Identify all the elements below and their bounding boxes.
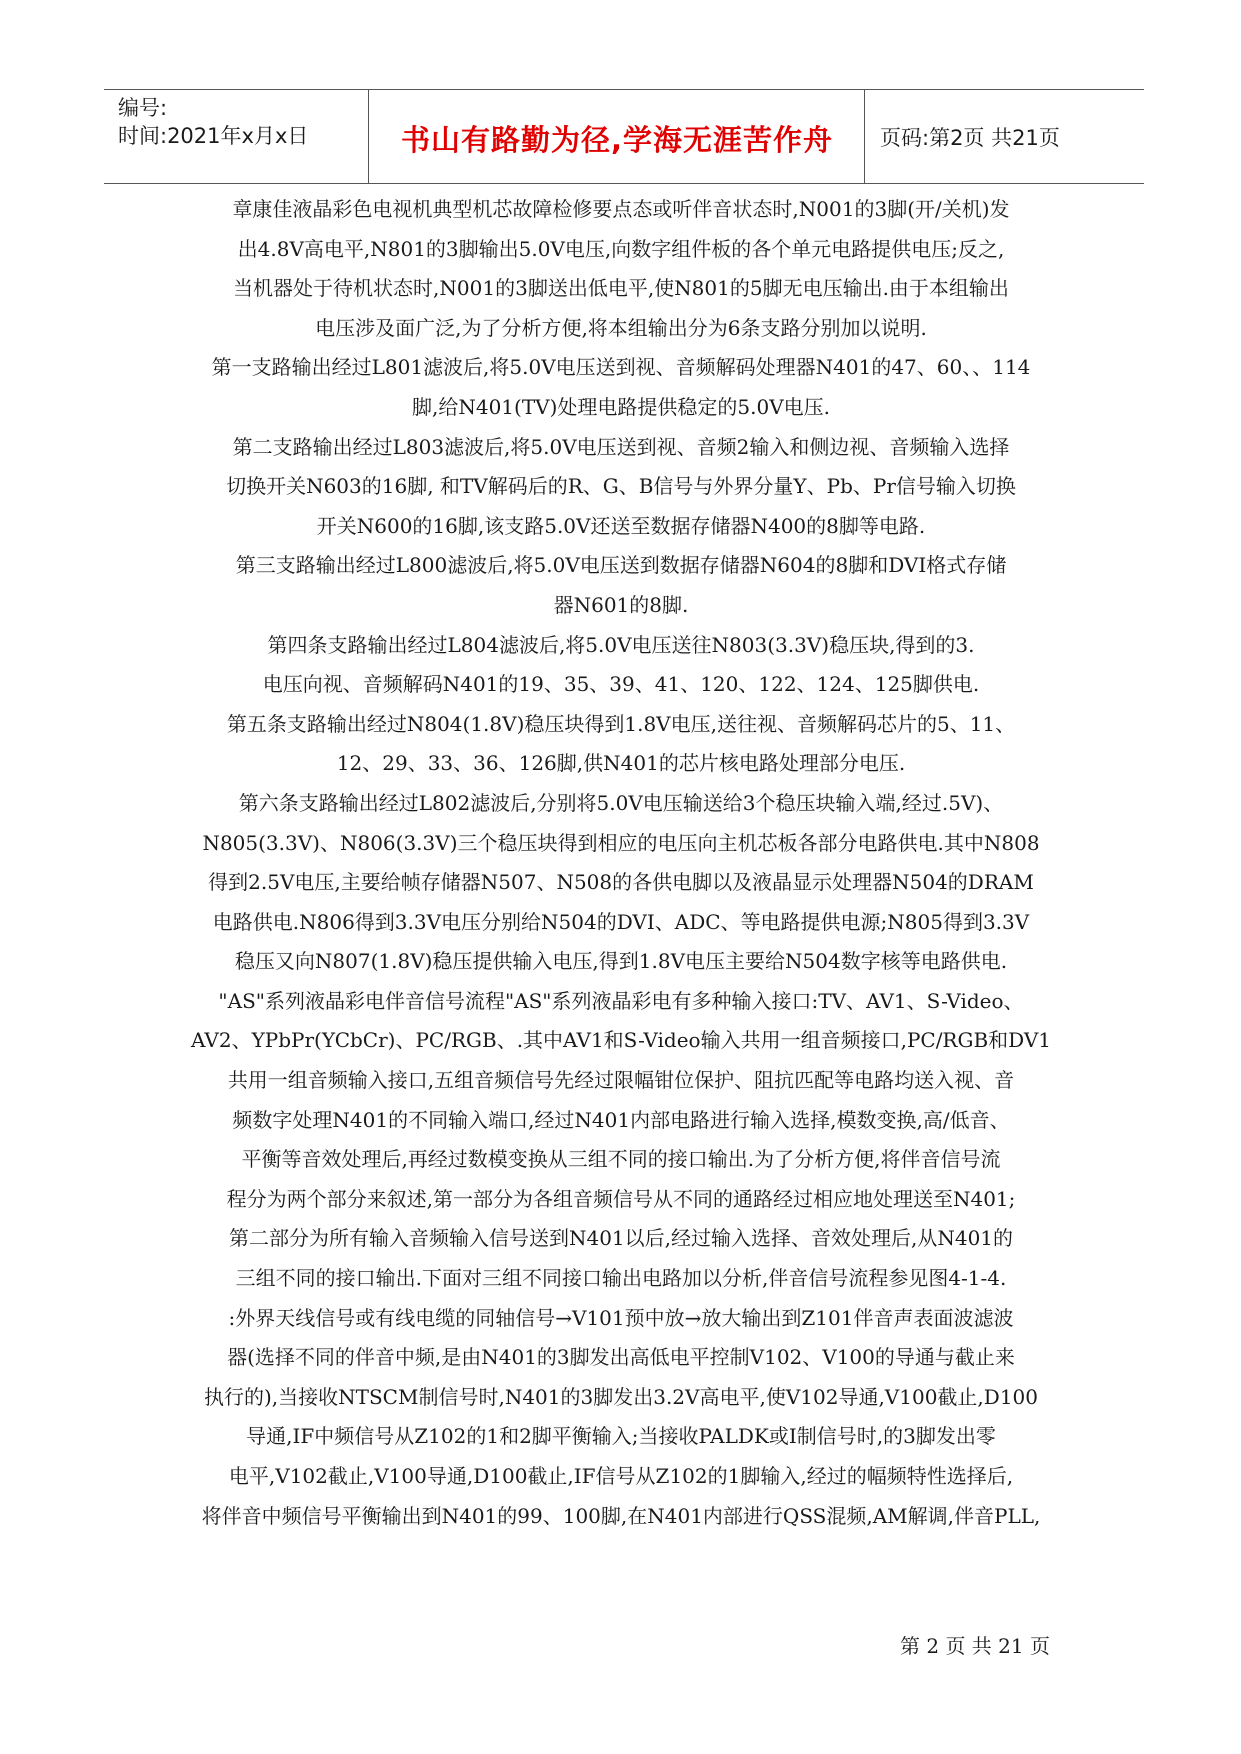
- body-line: 导通,IF中频信号从Z102的1和2脚平衡输入;当接收PALDK或I制信号时,的3脚发出零: [246, 1424, 996, 1449]
- body-line: 程分为两个部分来叙述,第一部分为各组音频信号从不同的通路经过相应地处理送至N401;: [226, 1186, 1016, 1211]
- page-footer: 第 2 页 共 21 页: [900, 1634, 1050, 1658]
- body-line: 12、29、33、36、126脚,供N401的芯片核电路处理部分电压.: [336, 751, 906, 776]
- body-line: 电压向视、音频解码N401的19、35、39、41、120、122、124、125脚供电.: [262, 672, 980, 697]
- body-line: 第六条支路输出经过L802滤波后,分别将5.0V电压输送给3个稳压块输入端,经过.5V)、: [238, 790, 1004, 815]
- body-line: 第五条支路输出经过N804(1.8V)稳压块得到1.8V电压,送往视、音频解码芯片的5、11、: [226, 711, 1016, 736]
- document-time-label: 时间:2021年x月x日: [118, 124, 309, 148]
- body-line: 第二支路输出经过L803滤波后,将5.0V电压送到视、音频2输入和侧边视、音频输入选择: [232, 434, 1010, 459]
- document-number-label: 编号:: [118, 96, 168, 120]
- body-line: 第四条支路输出经过L804滤波后,将5.0V电压送往N803(3.3V)稳压块,得到的3.: [267, 632, 975, 657]
- document-body: [186, 190, 1056, 1536]
- header-motto-cell: [370, 90, 865, 183]
- body-line: 电压涉及面广泛,为了分析方便,将本组输出分为6条支路分别加以说明.: [315, 315, 927, 340]
- body-line: 共用一组音频输入接口,五组音频信号先经过限幅钳位保护、阻抗匹配等电路均送入视、音: [227, 1068, 1015, 1093]
- body-line: N805(3.3V)、N806(3.3V)三个稳压块得到相应的电压向主机芯板各部分电路供电.其中N808: [202, 830, 1040, 855]
- body-line: 章康佳液晶彩色电视机典型机芯故障检修要点态或听伴音状态时,N001的3脚(开/关机)发: [232, 197, 1010, 221]
- body-line: 切换开关N603的16脚, 和TV解码后的R、G、B信号与外界分量Y、Pb、Pr信号输入切换: [226, 474, 1016, 499]
- body-line: 得到2.5V电压,主要给帧存储器N507、N508的各供电脚以及液晶显示处理器N504的DRAM: [208, 870, 1034, 895]
- body-line: 将伴音中频信号平衡输出到N401的99、100脚,在N401内部进行QSS混频,AM解调,伴音PLL,: [201, 1503, 1041, 1528]
- body-line: 出4.8V高电平,N801的3脚输出5.0V电压,向数字组件板的各个单元电路提供电压;反之,: [237, 236, 1005, 261]
- body-line: 稳压又向N807(1.8V)稳压提供输入电压,得到1.8V电压主要给N504数字核等电路供电.: [234, 949, 1008, 974]
- body-line: 频数字处理N401的不同输入端口,经过N401内部电路进行输入选择,模数变换,高/低音、: [232, 1107, 1010, 1132]
- body-line: 器N601的8脚.: [553, 592, 689, 617]
- body-line: 器(选择不同的伴音中频,是由N401的3脚发出高低电平控制V102、V100的导通与截止来: [227, 1345, 1015, 1370]
- body-line: 当机器处于待机状态时,N001的3脚送出低电平,使N801的5脚无电压输出.由于本组输出: [233, 276, 1009, 301]
- body-line: AV2、YPbPr(YCbCr)、PC/RGB、.其中AV1和S-Video输入共用一组音频接口,PC/RGB和DV1: [190, 1028, 1052, 1053]
- body-line: "AS"系列液晶彩电伴音信号流程"AS"系列液晶彩电有多种输入接口:TV、AV1、S-Video、: [218, 988, 1024, 1013]
- body-line: :外界天线信号或有线电缆的同轴信号→V101预中放→放大输出到Z101伴音声表面波滤波: [228, 1305, 1014, 1330]
- header-info-cell: [104, 90, 369, 183]
- motto-text: 书山有路勤为径,学海无涯苦作舟: [400, 123, 834, 157]
- body-line: 平衡等音效处理后,再经过数模变换从三组不同的接口输出.为了分析方便,将伴音信号流: [241, 1147, 1001, 1172]
- header-page-cell: [866, 90, 1144, 183]
- body-line: 电路供电.N806得到3.3V电压分别给N504的DVI、ADC、等电路提供电源;N805得到3.3V: [212, 909, 1030, 934]
- body-line: 第二部分为所有输入音频输入信号送到N401以后,经过输入选择、音效处理后,从N401的: [228, 1226, 1014, 1251]
- body-line: 脚,给N401(TV)处理电路提供稳定的5.0V电压.: [411, 394, 831, 419]
- body-line: 三组不同的接口输出.下面对三组不同接口输出电路加以分析,伴音信号流程参见图4-1-4.: [235, 1266, 1007, 1291]
- body-line: 开关N600的16脚,该支路5.0V还送至数据存储器N400的8脚等电路.: [316, 513, 926, 538]
- body-line: 第三支路输出经过L800滤波后,将5.0V电压送到数据存储器N604的8脚和DVI格式存储: [235, 553, 1007, 578]
- page-code: 页码:第2页 共21页: [880, 126, 1060, 150]
- body-line: 执行的),当接收NTSCM制信号时,N401的3脚发出3.2V高电平,使V102导通,V100截止,D100: [203, 1384, 1038, 1409]
- body-line: 第一支路输出经过L801滤波后,将5.0V电压送到视、音频解码处理器N401的47、60、、114: [211, 355, 1031, 380]
- page-header: [104, 89, 1144, 184]
- body-line: 电平,V102截止,V100导通,D100截止,IF信号从Z102的1脚输入,经过的幅频特性选择后,: [228, 1464, 1014, 1488]
